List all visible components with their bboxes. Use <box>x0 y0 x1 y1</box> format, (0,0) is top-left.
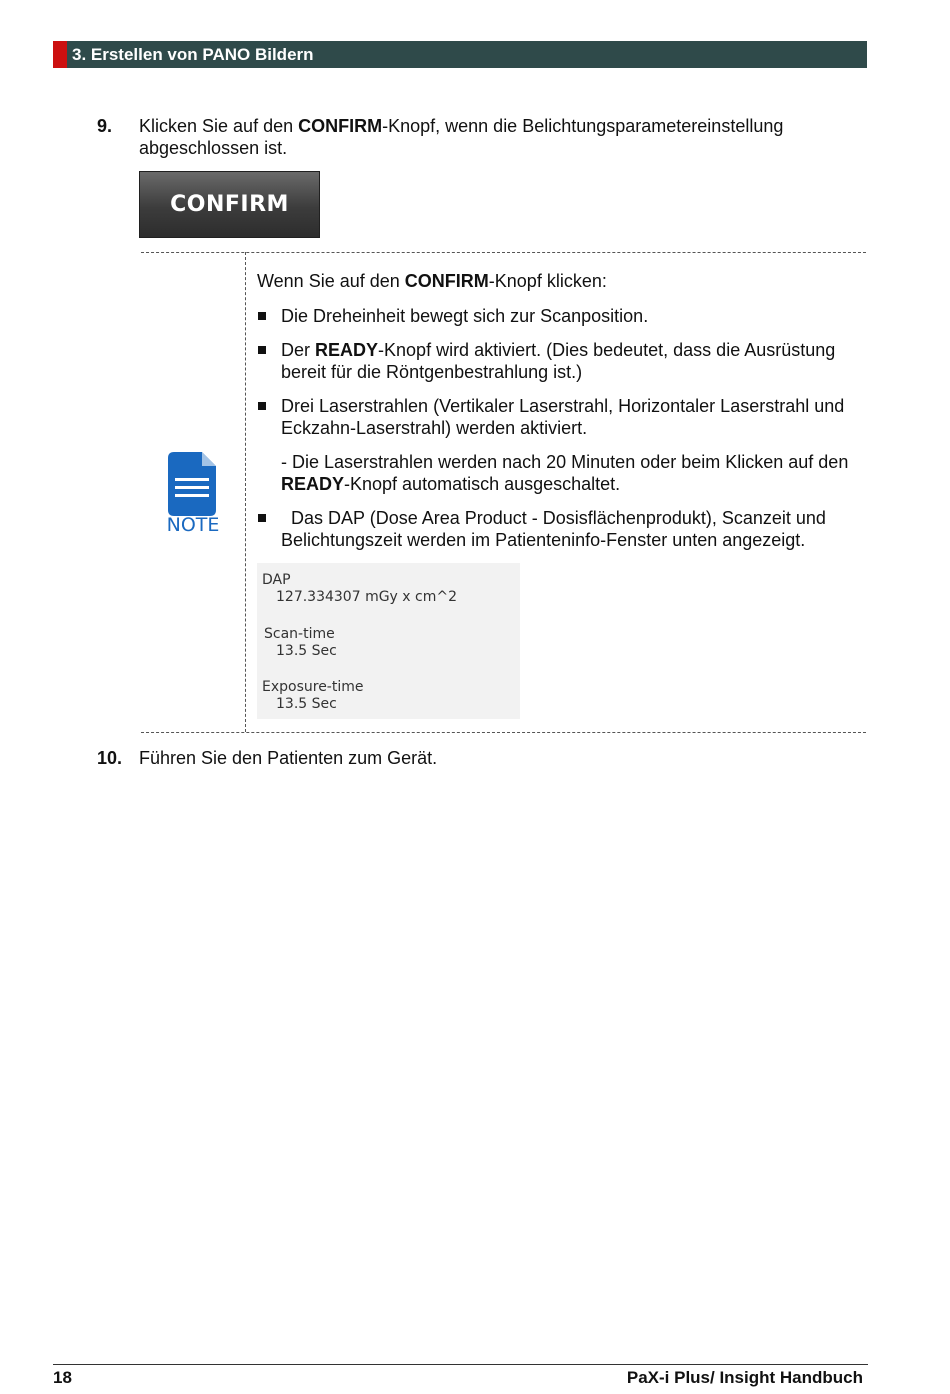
bullet-marker <box>258 312 266 320</box>
note-subnote <box>281 451 856 495</box>
note-bullet-2-start: Der <box>281 340 316 360</box>
note-box-divider <box>245 252 246 732</box>
step-9-text-start: Klicken Sie auf den <box>139 116 299 136</box>
note-bullet-4: Das DAP (Dose Area Product - Dosisflächenprodukt), Scanzeit und Belichtungszeit werden im Patienteninfo-Fenster unten angezeigt. <box>281 508 831 550</box>
exposure-time-label: Exposure-time <box>262 679 364 695</box>
scan-time-label: Scan-time <box>264 626 335 642</box>
note-bullet-2 <box>281 339 861 383</box>
chapter-header <box>53 41 867 68</box>
patient-info-panel <box>257 563 520 719</box>
note-bullet-2-end: -Knopf wird aktiviert. (Dies bedeutet, dass die Ausrüstung bereit für die Röntgenbestrahlung ist.) <box>281 340 836 382</box>
step-9-text <box>139 115 839 159</box>
scan-time-value: 13.5 Sec <box>276 643 337 659</box>
page-number: 18 <box>53 1368 72 1387</box>
bullet-marker <box>258 514 266 522</box>
note-label: NOTE <box>166 514 220 536</box>
note-bullet-3: Drei Laserstrahlen (Vertikaler Laserstrahl, Horizontaler Laserstrahl und Eckzahn-Laserstrahl) werden aktiviert. <box>281 396 845 438</box>
bullet-marker <box>258 402 266 410</box>
note-subnote-end: -Knopf automatisch ausgeschaltet. <box>344 474 621 494</box>
step-9-text-end: -Knopf, wenn die Belichtungsparametereinstellung abgeschlossen ist. <box>139 116 784 158</box>
note-intro-end: -Knopf klicken: <box>488 271 607 291</box>
note-bullet-2-bold: READY <box>315 340 379 360</box>
note-subnote-bold: READY <box>281 474 345 494</box>
note-intro <box>257 270 607 292</box>
manual-title: PaX-i Plus/ Insight Handbuch <box>626 1368 863 1387</box>
step-number-9: 9. <box>97 116 113 136</box>
footer-divider <box>53 1364 868 1365</box>
note-subnote-start: - Die Laserstrahlen werden nach 20 Minuten oder beim Klicken auf den <box>281 452 849 472</box>
header-accent <box>53 41 67 68</box>
step-10-text: Führen Sie den Patienten zum Gerät. <box>139 748 438 768</box>
note-intro-bold: CONFIRM <box>404 271 489 291</box>
note-box-top-border <box>141 252 866 253</box>
bullet-marker <box>258 346 266 354</box>
dap-label: DAP <box>262 572 291 588</box>
dap-value: 127.334307 mGy x cm^2 <box>276 589 457 605</box>
confirm-button[interactable]: CONFIRM <box>139 171 320 238</box>
note-intro-start: Wenn Sie auf den <box>257 271 405 291</box>
note-box-bottom-border <box>141 732 866 733</box>
note-bullet-1: Die Dreheinheit bewegt sich zur Scanposition. <box>281 306 649 326</box>
step-9-text-bold: CONFIRM <box>298 116 383 136</box>
chapter-title: 3. Erstellen von PANO Bildern <box>72 45 314 64</box>
exposure-time-value: 13.5 Sec <box>276 696 337 712</box>
step-number-10: 10. <box>97 748 123 768</box>
